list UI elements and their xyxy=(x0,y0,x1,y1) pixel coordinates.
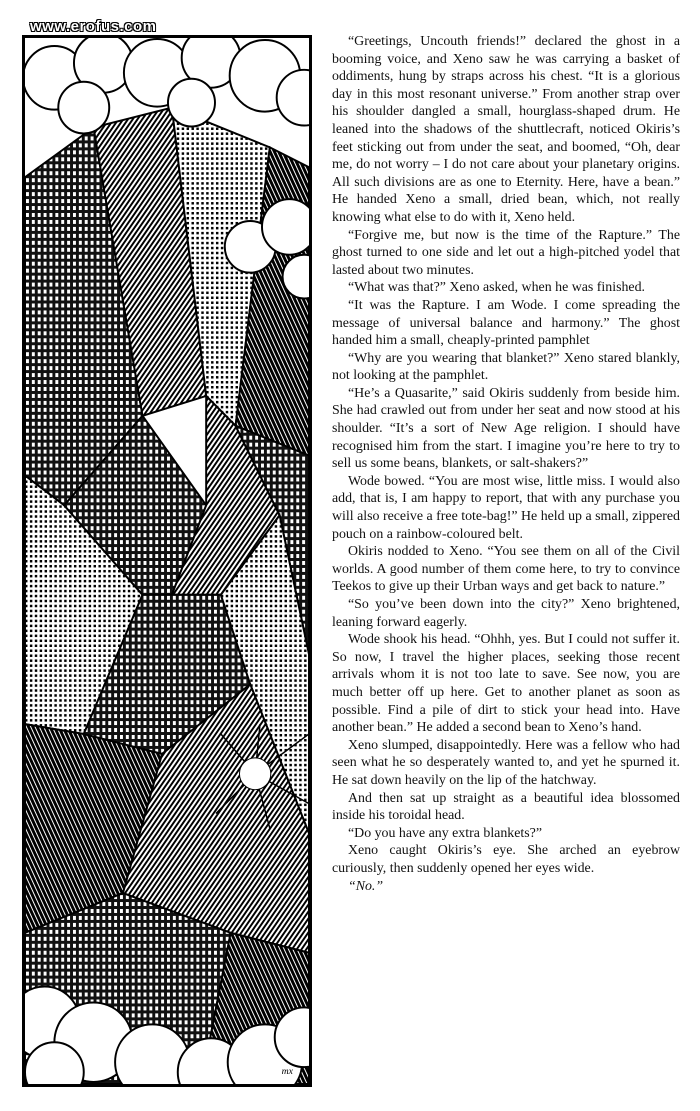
paragraph: Okiris nodded to Xeno. “You see them on all of the Civil worlds. A good number of them come here, to try to convince Teekos to give up their Urban ways and get back to nature.” xyxy=(332,544,680,595)
artist-signature: mx xyxy=(281,1065,293,1078)
paragraph: “It was the Rapture. I am Wode. I come spreading the message of universal balance and harmony.” The ghost handed him a small, cheaply-printed pamphlet xyxy=(332,297,680,349)
paragraph: “What was that?” Xeno asked, when he was finished. xyxy=(348,280,646,296)
paragraph: “Greetings, Uncouth friends!” declared the ghost in a booming voice, and Xeno saw he was carrying a basket of oddiments, hung by straps across his chest. “It is a glorious day in this most resonant universe.” From another strap over his shoulder dangled a small, hourglass-shaped drum. He leaned into the shadows of the shuttlecraft, noticed Okiris’s feet sticking out from under the seat, and boomed, “Oh, dear me, do not worry – I do not care about your planetary origins. All such divisions are as one to Eternity. Here, have a bean.” He handed Xeno a small, dried bean, which, not really knowing what else to do with it, Xeno held. xyxy=(332,34,680,225)
paragraph: “He’s a Quasarite,” said Okiris suddenly from beside him. She had crawled out from under her seat and now stood at his shoulder. “It’s a sort of New Age religion. I should have recognised him from the start. I imagine you’re here to try to sell us some beans, blankets, or salt-shakers?” xyxy=(332,385,680,472)
paragraph: “Forgive me, but now is the time of the Rapture.” The ghost turned to one side and let out a high-pitched yodel that lasted about two minutes. xyxy=(332,227,680,278)
paragraph: “Do you have any extra blankets?” xyxy=(348,825,543,841)
paragraph: Xeno caught Okiris’s eye. She arched an eyebrow curiously, then suddenly opened her eyes wide. xyxy=(332,843,680,876)
paragraph: And then sat up straight as a beautiful idea blossomed inside his toroidal head. xyxy=(332,790,680,824)
paragraph: “Why are you wearing that blanket?” Xeno stared blankly, not looking at the pamphlet. xyxy=(332,350,680,384)
paragraph: Xeno slumped, disappointedly. Here was a fellow who had seen what he so desperately wanted to, and yet he spurned it. He sat down heavily on the lip of the hatchway. xyxy=(332,737,680,788)
city-skyline-illustration xyxy=(25,38,309,1084)
paragraph: Wode shook his head. “Ohhh, yes. But I could not suffer it. So now, I travel the higher places, seeking those recent arrivals whom it is not too late to save. See now, you are much better off up here. Get to another planet as soon as possible. Find a pile of dirt to stick your head into. Have another bean.” He added a second bean to Xeno’s hand. xyxy=(332,632,680,736)
watermark-text: www.erofus.com xyxy=(30,18,157,35)
city-illustration-panel xyxy=(22,35,312,1087)
final-line: “No.” xyxy=(348,878,384,894)
story-text-column xyxy=(332,33,680,895)
paragraph: “So you’ve been down into the city?” Xeno brightened, leaning forward eagerly. xyxy=(332,597,680,630)
paragraph: Wode bowed. “You are most wise, little miss. I would also add, that is, I am happy to report, that with any purchase you will also receive a free tote-bag!” He held up a small, zippered pouch on a rainbow-coloured belt. xyxy=(332,473,680,542)
